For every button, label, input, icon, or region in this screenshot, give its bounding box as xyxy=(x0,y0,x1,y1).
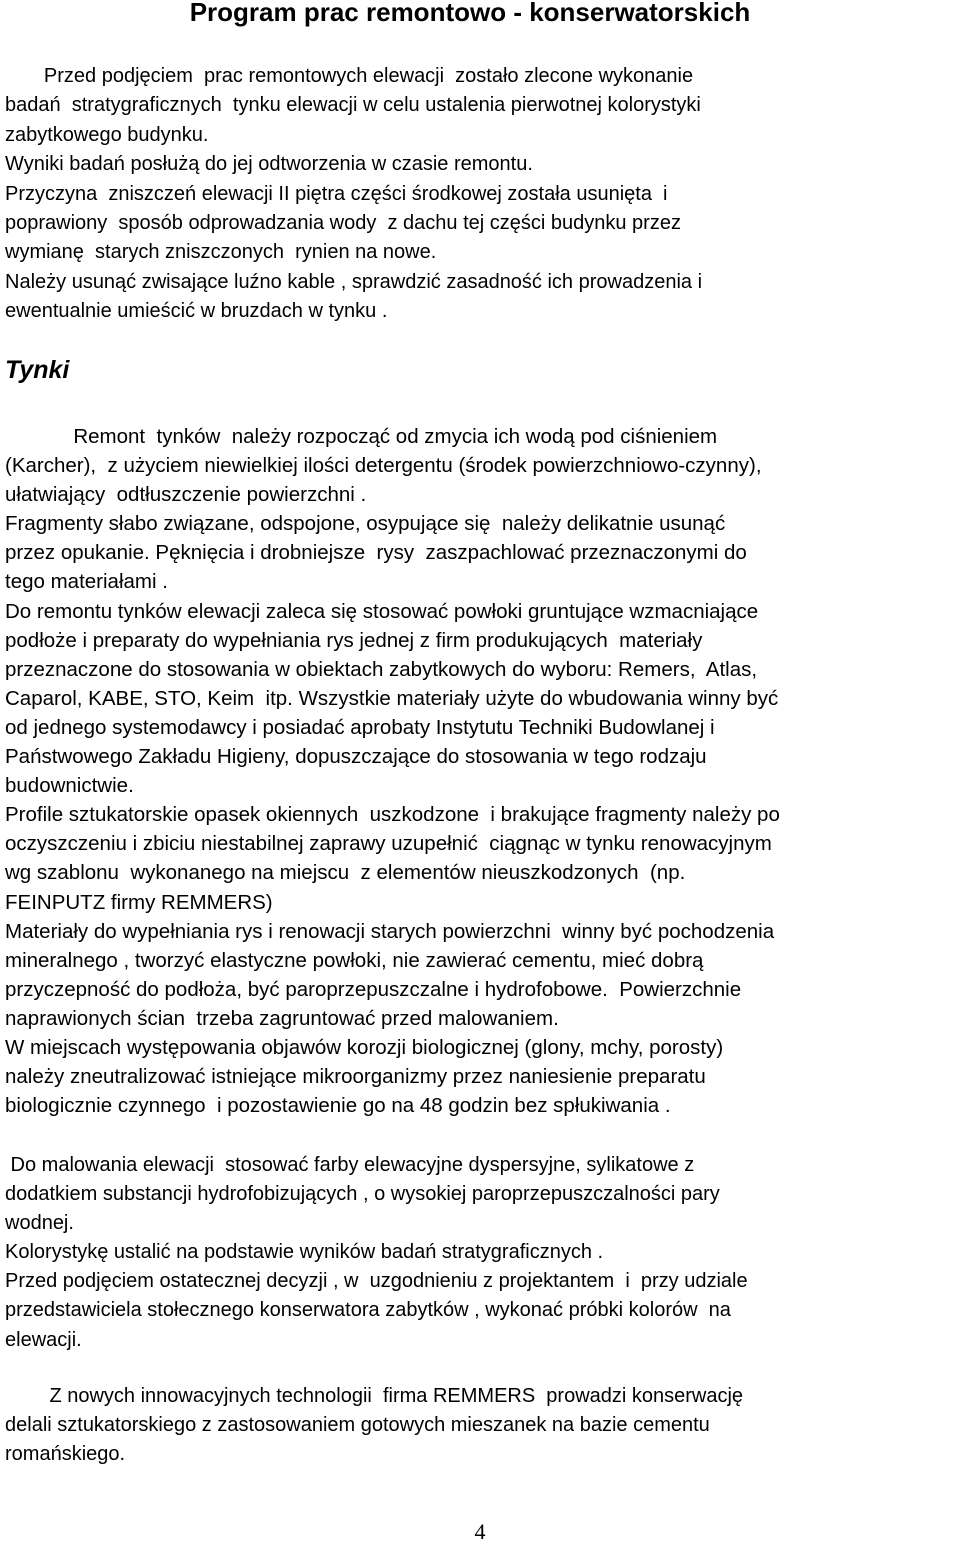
section-heading: Tynki xyxy=(5,356,70,384)
document-title: Program prac remontowo - konserwatorskich xyxy=(189,0,751,27)
intro-paragraph: Przed podjęciem prac remontowych elewacji zostało zlecone wykonanie badań stratygraficznych tynku elewacji w celu ustalenia pierwotnej kolorystyki zabytkowego budynku. Wyniki badań posłużą do jej odtworzenia w czasie remontu. Przyczyna zniszczeń elewacji II piętra części środkowej została usunięta i poprawiony sposób odprowadzania wody z dachu tej części budynku przez wymianę starych zniszczonych rynien na nowe. Należy usunąć zwisające luźno kable , sprawdzić zasadność ich prowadzenia i ewentualnie umieścić w bruzdach w tynku . xyxy=(5,65,703,323)
section-body-2: Do malowania elewacji stosować farby elewacyjne dyspersyjne, sylikatowe z dodatkiem substancji hydrofobizujących , o wysokiej paroprzepuszczalności pary wodnej. Kolorystykę ustalić na podstawie wyników badań stratygraficznych . Przed podjęciem ostatecznej decyzji , w uzgodnieniu z projektantem i przy udziale przedstawiciela stołecznego konserwatora zabytków , wykonać próbki kolorów na elewacji. xyxy=(5,1154,748,1351)
section-body-3: Z nowych innowacyjnych technologii firma REMMERS prowadzi konserwację delali sztukatorskiego z zastosowaniem gotowych mieszanek na bazie cementu romańskiego. xyxy=(5,1385,744,1466)
section-body-1: Remont tynków należy rozpocząć od zmycia ich wodą pod ciśnieniem (Karcher), z użyciem niewielkiej ilości detergentu (środek powierzchniowo-czynny), ułatwiający odtłuszczenie powierzchni . Fragmenty słabo związane, odspojone, osypujące się należy delikatnie usunąć przez opukanie. Pęknięcia i drobniejsze rysy zaszpachlować przeznaczonymi do tego materiałami . Do remontu tynków elewacji zaleca się stosować powłoki gruntujące wzmacniające podłoże i preparaty do wypełniania rys jednej z firm produkujących materiały przeznaczone do stosowania w obiektach zabytkowych do wyboru: Remers, Atlas, Caparol, KABE, STO, Keim itp. Wszystkie materiały użyte do wbudowania winny być od jednego systemodawcy i posiadać aprobaty Instytutu Techniki Budowlanej i Państwowego Zakładu Higieny, dopuszczające do stosowania w tego rodzaju budownictwie. Profile sztukatorskie opasek okiennych uszkodzone i brakujące fragmenty należy po oczyszczeniu i zbiciu niestabilnej zaprawy uzupełnić ciągnąc w tynku renowacyjnym wg szablonu wykonanego na miejscu z elementów nieuszkodzonych (np. FEINPUTZ firmy REMMERS) Materiały do wypełniania rys i renowacji starych powierzchni winny być pochodzenia mineralnego , tworzyć elastyczne powłoki, nie zawierać cementu, mieć dobrą przyczepność do podłoża, być paroprzepuszczalne i hydrofobowe. Powierzchnie naprawionych ścian trzeba zagruntować przed malowaniem. W miejscach występowania objawów korozji biologicznej (glony, mchy, porosty) należy zneutralizować istniejące mikroorganizmy przez naniesienie preparatu biologicznie czynnego i pozostawienie go na 48 godzin bez spłukiwania . xyxy=(5,425,780,1118)
page-number: 4 xyxy=(474,1519,486,1544)
